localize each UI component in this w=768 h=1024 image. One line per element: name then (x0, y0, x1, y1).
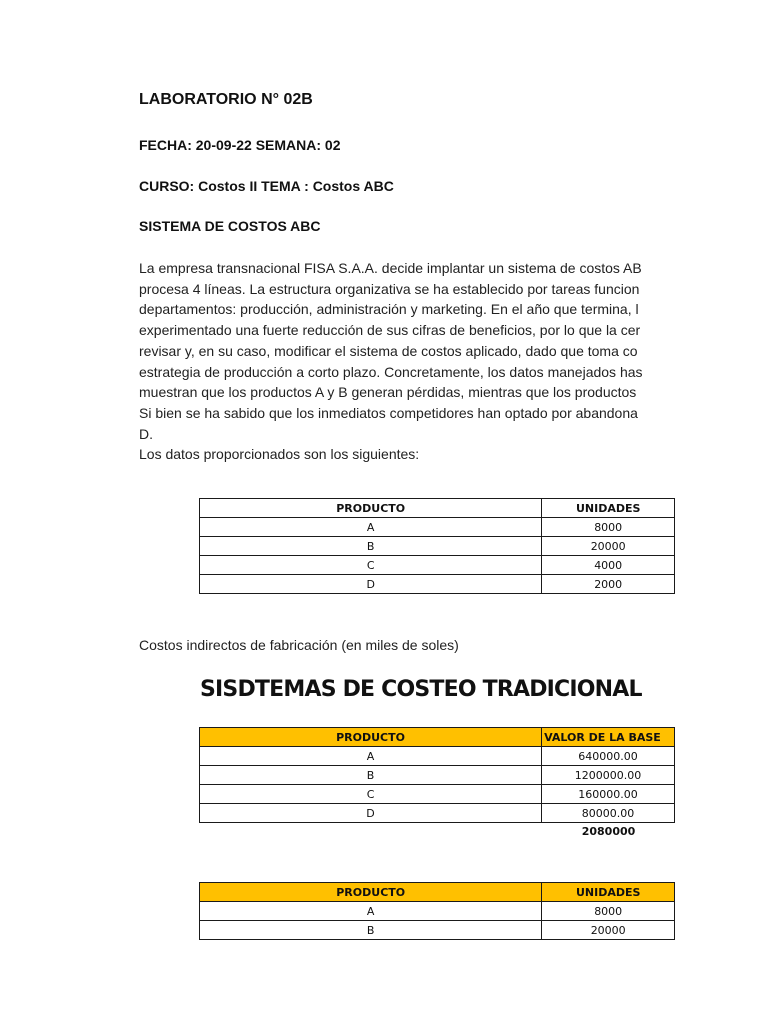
product-cell: D (200, 804, 542, 823)
units-cell: 20000 (542, 921, 675, 940)
product-cell: B (200, 766, 542, 785)
cif-note: Costos indirectos de fabricación (en miles de soles) (139, 637, 459, 653)
base-value-cell: 640000.00 (542, 747, 675, 766)
table-row (200, 518, 675, 537)
lab-title: LABORATORIO N° 02B (139, 91, 313, 108)
table-header-row (200, 499, 675, 518)
paragraph-line: estrategia de producción a corto plazo. Concretamente, los datos manejados has (139, 363, 643, 380)
product-cell: B (200, 921, 542, 940)
column-header-producto: PRODUCTO (200, 728, 542, 747)
section-title: SISDTEMAS DE COSTEO TRADICIONAL (200, 677, 642, 702)
table-row (200, 921, 675, 940)
table-row (200, 902, 675, 921)
course-topic-line: CURSO: Costos II TEMA : Costos ABC (139, 178, 394, 194)
units-cell: 8000 (542, 518, 675, 537)
column-header-producto: PRODUCTO (200, 883, 542, 902)
problem-statement (139, 258, 643, 465)
table-header-row (200, 728, 675, 747)
base-value-total: 2080000 (581, 825, 636, 838)
column-header-unidades: UNIDADES (542, 499, 675, 518)
product-cell: D (200, 575, 542, 594)
table-row (200, 804, 675, 823)
table-row (200, 556, 675, 575)
paragraph-line: Si bien se ha sabido que los inmediatos competidores han optado por abandona (139, 404, 638, 421)
table-row (200, 785, 675, 804)
date-week-line: FECHA: 20-09-22 SEMANA: 02 (139, 137, 341, 153)
paragraph-line: experimentado una fuerte reducción de sus cifras de beneficios, por lo que la cer (139, 322, 641, 339)
table-row (200, 537, 675, 556)
product-cell: A (200, 902, 542, 921)
table-row (200, 575, 675, 594)
paragraph-line: procesa 4 líneas. La estructura organizativa se ha establecido por tareas funcion (139, 280, 640, 297)
units-cell: 2000 (542, 575, 675, 594)
units-table (199, 498, 675, 594)
product-cell: B (200, 537, 542, 556)
paragraph-line: La empresa transnacional FISA S.A.A. decide implantar un sistema de costos AB (139, 260, 642, 276)
paragraph-line: departamentos: producción, administración y marketing. En el año que termina, l (139, 301, 639, 318)
system-heading: SISTEMA DE COSTOS ABC (139, 218, 321, 234)
paragraph-line: Los datos proporcionados son los siguientes: (139, 446, 420, 463)
product-cell: A (200, 747, 542, 766)
table-row (200, 747, 675, 766)
base-value-cell: 160000.00 (542, 785, 675, 804)
units-cell: 4000 (542, 556, 675, 575)
column-header-producto: PRODUCTO (200, 499, 542, 518)
base-value-cell: 1200000.00 (542, 766, 675, 785)
paragraph-line: muestran que los productos A y B generan pérdidas, mientras que los productos (139, 384, 637, 401)
column-header-unidades: UNIDADES (542, 883, 675, 902)
column-header-valor-base: VALOR DE LA BASE (542, 728, 675, 747)
table-row (200, 766, 675, 785)
product-cell: C (200, 785, 542, 804)
base-value-table (199, 727, 675, 823)
table-header-row (200, 883, 675, 902)
product-cell: A (200, 518, 542, 537)
units-table-2 (199, 882, 675, 940)
paragraph-line: revisar y, en su caso, modificar el sistema de costos aplicado, dado que toma co (139, 342, 638, 359)
units-cell: 20000 (542, 537, 675, 556)
units-cell: 8000 (542, 902, 675, 921)
paragraph-line: D. (139, 425, 153, 442)
product-cell: C (200, 556, 542, 575)
base-value-cell: 80000.00 (542, 804, 675, 823)
